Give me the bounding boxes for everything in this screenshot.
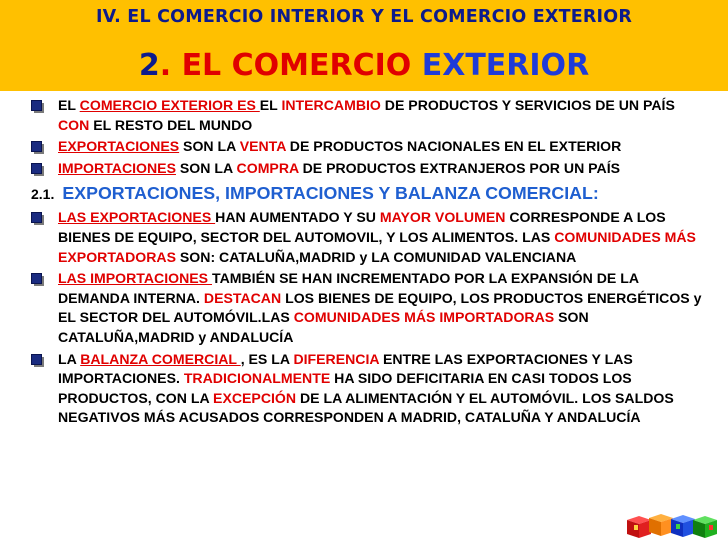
slide-title: IV. EL COMERCIO INTERIOR Y EL COMERCIO EXTERIOR <box>95 7 633 27</box>
bullet-las-exportaciones: LAS EXPORTACIONES HAN AUMENTADO Y SU MAYOR VOLUMEN CORRESPONDE A LOS BIENES DE EQUIPO, SECTOR DEL AUTOMOVIL, Y LOS ALIMENTOS. LAS COMUNIDADES MÁS EXPORTADORAS SON: CATALUÑA,MADRID y LA COMUNIDAD VALENCIANA <box>0 208 728 267</box>
cube-red-icon <box>627 516 651 538</box>
slide-subtitle <box>0 48 728 83</box>
square-bullet-icon <box>31 273 42 284</box>
slide-header <box>0 0 728 91</box>
colored-cubes-icon <box>625 508 720 540</box>
bullet-importaciones: IMPORTACIONES SON LA COMPRA DE PRODUCTOS EXTRANJEROS POR UN PAÍS <box>0 159 728 179</box>
subtitle-dot: . <box>159 48 172 83</box>
subtitle-number: 2 <box>138 48 160 83</box>
subtitle-blue: EXTERIOR <box>421 48 590 83</box>
slide-body <box>0 96 728 428</box>
square-bullet-icon <box>31 354 42 365</box>
square-bullet-icon <box>31 141 42 152</box>
section-heading <box>0 183 728 204</box>
square-bullet-icon <box>31 100 42 111</box>
bullet-exportaciones: EXPORTACIONES SON LA VENTA DE PRODUCTOS NACIONALES EN EL EXTERIOR <box>0 137 728 157</box>
square-bullet-icon <box>31 212 42 223</box>
bullet-comercio-exterior: EL COMERCIO EXTERIOR ES EL INTERCAMBIO DE PRODUCTOS Y SERVICIOS DE UN PAÍS CON EL RESTO DEL MUNDO <box>0 96 728 135</box>
cube-orange-icon <box>649 514 673 536</box>
square-bullet-icon <box>31 163 42 174</box>
cube-blue-icon <box>671 515 695 537</box>
section-number: 2.1. <box>31 186 55 203</box>
section-title: EXPORTACIONES, IMPORTACIONES Y BALANZA COMERCIAL: <box>62 183 599 204</box>
subtitle-red: EL COMERCIO <box>181 48 412 83</box>
bullet-balanza-comercial: LA BALANZA COMERCIAL , ES LA DIFERENCIA ENTRE LAS EXPORTACIONES Y LAS IMPORTACIONES. TRADICIONALMENTE HA SIDO DEFICITARIA EN CASI TODOS LOS PRODUCTOS, CON LA EXCEPCIÓN DE LA ALIMENTACIÓN Y EL AUTOMÓVIL. LOS SALDOS NEGATIVOS MÁS ACUSADOS CORRESPONDEN A MADRID, CATALUÑA Y ANDALUCÍA <box>0 350 728 428</box>
bullet-las-importaciones: LAS IMPORTACIONES TAMBIÉN SE HAN INCREMENTADO POR LA EXPANSIÓN DE LA DEMANDA INTERNA. DESTACAN LOS BIENES DE EQUIPO, LOS PRODUCTOS ENERGÉTICOS y EL SECTOR DEL AUTOMÓVIL.LAS COMUNIDADES MÁS IMPORTADORAS SON CATALUÑA,MADRID y ANDALUCÍA <box>0 269 728 347</box>
cube-green-icon <box>693 516 717 538</box>
